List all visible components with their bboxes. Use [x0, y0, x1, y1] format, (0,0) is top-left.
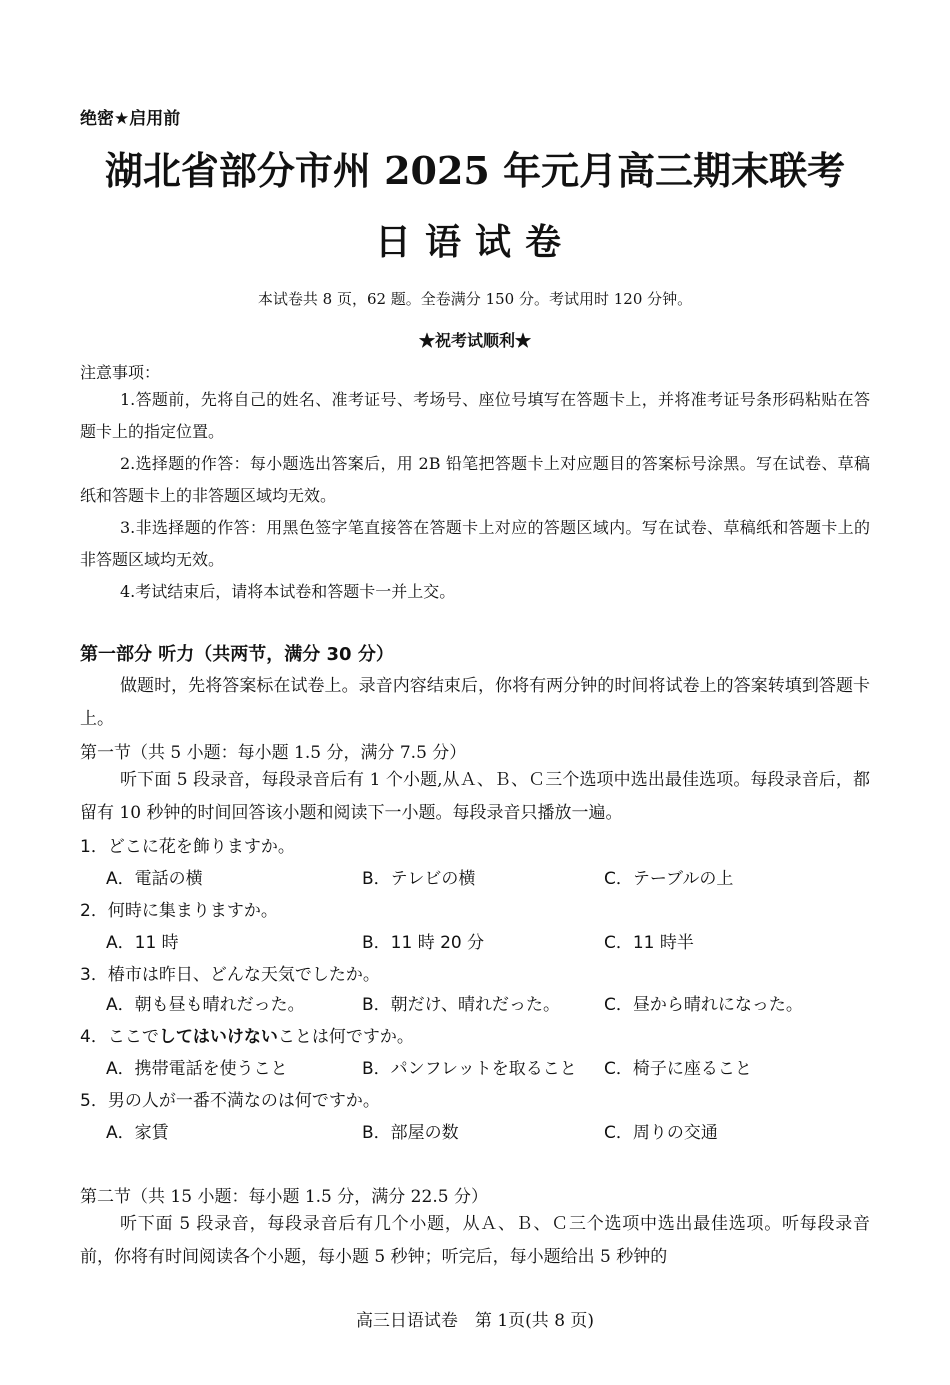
section2-heading: 第二节（共 15 小题：每小题 1.5 分，满分 22.5 分） — [80, 1187, 488, 1207]
q1-option-c: C．テーブルの上 — [604, 869, 734, 889]
exam-subtitle: 日语试卷 — [374, 222, 575, 263]
q3-option-b: B．朝だけ、晴れだった。 — [362, 995, 560, 1015]
q5-option-a: A．家賃 — [106, 1123, 169, 1143]
question-4 — [80, 1022, 414, 1047]
question-4-emphasis: してはいけない — [158, 1027, 278, 1047]
question-5: 5．男の人が一番不満なのは何ですか。 — [80, 1091, 380, 1111]
question-1: 1．どこに花を飾りますか。 — [80, 837, 295, 857]
section1-heading: 第一节（共 5 小题：每小题 1.5 分，满分 7.5 分） — [80, 743, 467, 763]
q5-option-c: C．周りの交通 — [604, 1123, 718, 1143]
notes-heading: 注意事项： — [80, 363, 161, 382]
q1-option-a: A．電話の横 — [106, 869, 203, 889]
q5-option-b: B．部屋の数 — [362, 1123, 459, 1143]
page-footer: 高三日语试卷 第 1页(共 8 页) — [355, 1311, 595, 1331]
q2-option-b: B．11 時 20 分 — [362, 933, 485, 953]
confidential-label: 绝密★启用前 — [80, 109, 181, 129]
part1-heading: 第一部分 听力（共两节，满分 30 分） — [80, 644, 394, 665]
question-3: 3．椿市は昨日、どんな天気でしたか。 — [80, 965, 380, 985]
exam-title: 湖北省部分市州 2025 年元月高三期末联考 — [104, 148, 846, 193]
section2-instructions: 听下面 5 段录音，每段录音后有几个小题，从Ａ、Ｂ、Ｃ三个选项中选出最佳选项。听每段录音前，你将有时间阅读各个小题，每小题 5 秒钟；听完后，每小题给出 5 秒钟的 — [80, 1214, 870, 1267]
question-4-suffix: ことは何ですか。 — [277, 1027, 414, 1047]
part1-intro: 做题时，先将答案标在试卷上。录音内容结束后，你将有两分钟的时间将试卷上的答案转填到答题卡上。 — [80, 676, 870, 729]
q4-option-a: A．携帯電話を使うこと — [106, 1059, 288, 1079]
q3-option-a: A．朝も昼も晴れだった。 — [106, 995, 305, 1015]
note-item-1: 1.答题前，先将自己的姓名、准考证号、考场号、座位号填写在答题卡上，并将准考证号条形码粘贴在答题卡上的指定位置。 — [80, 390, 870, 441]
q4-option-b: B．パンフレットを取ること — [362, 1059, 577, 1079]
note-item-3: 3.非选择题的作答：用黑色签字笔直接答在答题卡上对应的答题区域内。写在试卷、草稿纸和答题卡上的非答题区域均无效。 — [80, 518, 870, 569]
section1-instructions: 听下面 5 段录音，每段录音后有 1 个小题,从Ａ、Ｂ、Ｃ三个选项中选出最佳选项。每段录音后，都留有 10 秒钟的时间回答该小题和阅读下一小题。每段录音只播放一遍。 — [80, 770, 870, 823]
good-luck-line: ★祝考试顺利★ — [418, 331, 531, 350]
question-4-prefix: 4．ここで — [80, 1027, 159, 1047]
q2-option-a: A．11 時 — [106, 933, 179, 953]
q4-option-c: C．椅子に座ること — [604, 1059, 752, 1079]
note-item-2: 2.选择题的作答：每小题选出答案后，用 2B 铅笔把答题卡上对应题目的答案标号涂黑。写在试卷、草稿纸和答题卡上的非答题区域均无效。 — [80, 454, 870, 505]
q2-option-c: C．11 時半 — [604, 933, 694, 953]
q1-option-b: B．テレビの横 — [362, 869, 476, 889]
question-2: 2．何時に集まりますか。 — [80, 901, 278, 921]
q3-option-c: C．昼から晴れになった。 — [604, 995, 803, 1015]
note-item-4: 4.考试结束后，请将本试卷和答题卡一并上交。 — [120, 582, 456, 601]
exam-info: 本试卷共 8 页，62 题。全卷满分 150 分。考试用时 120 分钟。 — [257, 290, 693, 308]
